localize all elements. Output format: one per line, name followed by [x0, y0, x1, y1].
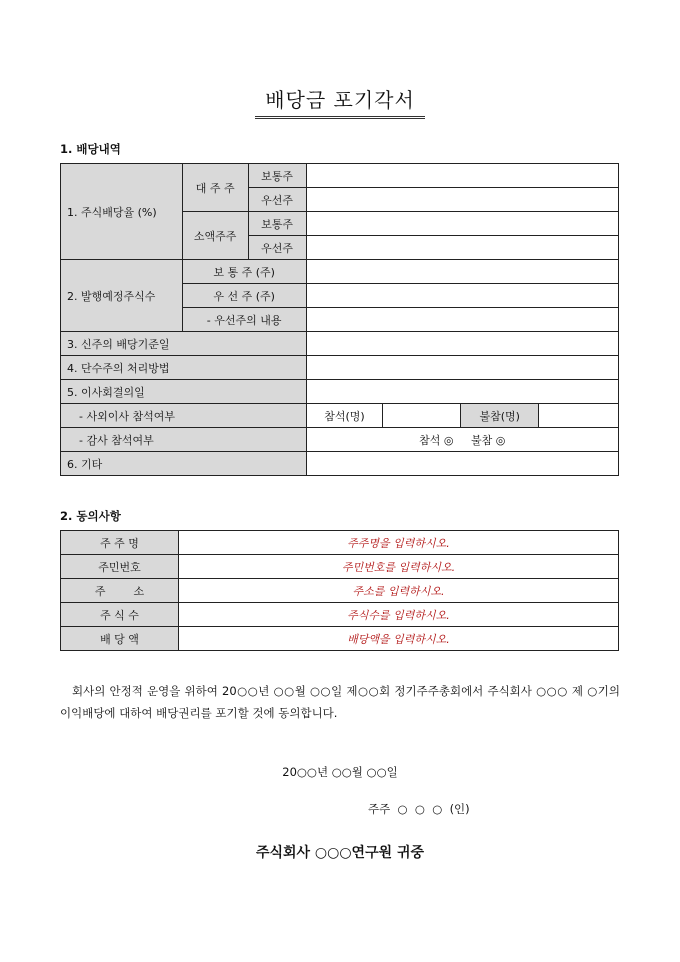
consent-table [60, 530, 619, 651]
holder-name-field[interactable]: 주주명을 입력하시오. [179, 531, 619, 555]
resident-number-label: 주민번호 [61, 555, 179, 579]
preferred-content-field[interactable] [306, 308, 618, 332]
auditor-attend-options[interactable]: 참석 ◎ 불참 ◎ [306, 428, 618, 452]
major-holder-label: 대 주 주 [182, 164, 248, 212]
share-count-label: 주 식 수 [61, 603, 179, 627]
planned-shares-label: 2. 발행예정주식수 [61, 260, 183, 332]
absent-count-label: 불참(명) [461, 404, 539, 428]
attend-count-field[interactable] [383, 404, 461, 428]
fraction-method-label: 4. 단수주의 처리방법 [61, 356, 307, 380]
dividend-amount-field[interactable]: 배당액을 입력하시오. [179, 627, 619, 651]
major-common-label: 보통주 [248, 164, 306, 188]
section2-heading: 2. 동의사항 [60, 509, 121, 523]
minor-holder-label: 소액주주 [182, 212, 248, 260]
dividend-rate-label: 1. 주식배당율 (%) [61, 164, 183, 260]
board-resolution-label: 5. 이사회결의일 [61, 380, 307, 404]
attend-count-label: 참석(명) [306, 404, 383, 428]
outside-director-label: - 사외이사 참석여부 [61, 404, 307, 428]
minor-preferred-label: 우선주 [248, 236, 306, 260]
other-label: 6. 기타 [61, 452, 307, 476]
auditor-label: - 감사 참석여부 [61, 428, 307, 452]
address-label: 주 소 [61, 579, 179, 603]
record-date-label: 3. 신주의 배당기준일 [61, 332, 307, 356]
signature-line: 주주 ○ ○ ○ (인) [368, 802, 470, 816]
document-title: 배당금 포기각서 [0, 84, 680, 119]
fraction-method-field[interactable] [306, 356, 618, 380]
record-date-field[interactable] [306, 332, 618, 356]
common-shares-field[interactable] [306, 260, 618, 284]
major-preferred-label: 우선주 [248, 188, 306, 212]
document-date: 20○○년 ○○월 ○○일 [282, 765, 398, 779]
major-common-field[interactable] [306, 164, 618, 188]
dividend-amount-label: 배 당 액 [61, 627, 179, 651]
holder-name-label: 주 주 명 [61, 531, 179, 555]
major-preferred-field[interactable] [306, 188, 618, 212]
other-field[interactable] [306, 452, 618, 476]
address-field[interactable]: 주소를 입력하시오. [179, 579, 619, 603]
minor-common-label: 보통주 [248, 212, 306, 236]
resident-number-field[interactable]: 주민번호를 입력하시오. [179, 555, 619, 579]
dividend-table [60, 163, 619, 476]
preferred-shares-field[interactable] [306, 284, 618, 308]
board-resolution-field[interactable] [306, 380, 618, 404]
section1-heading: 1. 배당내역 [60, 142, 121, 156]
consent-paragraph: 회사의 안정적 운영을 위하여 20○○년 ○○월 ○○일 제○○회 정기주주총회에서 주식회사 ○○○ 제 ○기의 이익배당에 대하여 배당권리를 포기할 것에 동의합니다. [60, 684, 620, 720]
recipient-footer: 주식회사 ○○○연구원 귀중 [255, 845, 425, 861]
common-shares-label: 보 통 주 (주) [182, 260, 306, 284]
minor-preferred-field[interactable] [306, 236, 618, 260]
absent-count-field[interactable] [539, 404, 619, 428]
preferred-shares-label: 우 선 주 (주) [182, 284, 306, 308]
preferred-content-label: - 우선주의 내용 [182, 308, 306, 332]
share-count-field[interactable]: 주식수를 입력하시오. [179, 603, 619, 627]
minor-common-field[interactable] [306, 212, 618, 236]
